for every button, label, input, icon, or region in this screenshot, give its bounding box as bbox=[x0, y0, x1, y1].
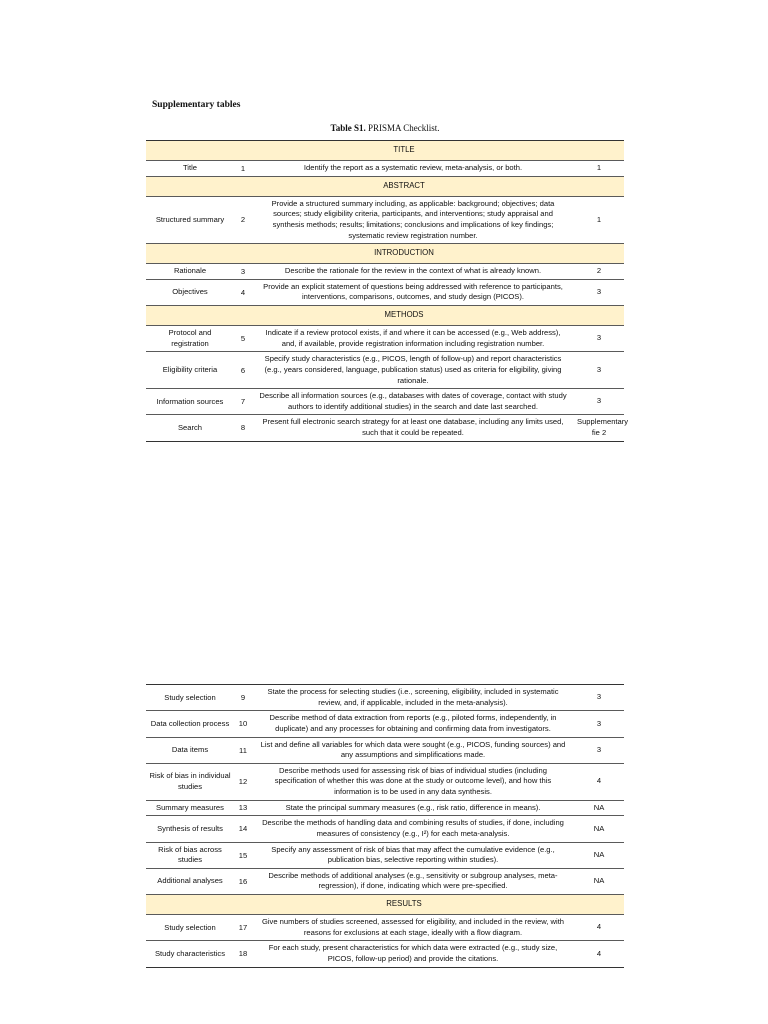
checklist-row bbox=[146, 800, 624, 816]
checklist-row bbox=[146, 737, 624, 763]
reported-page-cell: 2 bbox=[574, 264, 624, 280]
reported-page-cell: 3 bbox=[574, 685, 624, 711]
checklist-row bbox=[146, 352, 624, 389]
item-description-cell: Specify study characteristics (e.g., PICOS, length of follow-up) and report characteristics (e.g., years considered, language, publication status) used as criteria for eligibility, giving rationale. bbox=[252, 352, 574, 389]
section-spacer bbox=[574, 244, 624, 264]
item-description-cell: List and define all variables for which data were sought (e.g., PICOS, funding sources) and any assumptions and simplifications made. bbox=[252, 737, 574, 763]
item-description-cell: Describe method of data extraction from reports (e.g., piloted forms, independently, in duplicate) and any processes for obtaining and confirming data from investigators. bbox=[252, 711, 574, 737]
item-description-cell: Provide a structured summary including, as applicable: background; objectives; data sources; study eligibility criteria, participants, and interventions; study appraisal and synthesis methods; results; limitations; conclusions and implications of key findings; systematic review registration number. bbox=[252, 196, 574, 244]
topic-cell: Synthesis of results bbox=[146, 816, 234, 842]
reported-page-cell: 4 bbox=[574, 941, 624, 967]
item-number-cell: 6 bbox=[234, 352, 252, 389]
reported-page-cell: 1 bbox=[574, 196, 624, 244]
checklist-row bbox=[146, 326, 624, 352]
item-description-cell: State the principal summary measures (e.g., risk ratio, difference in means). bbox=[252, 800, 574, 816]
section-label: INTRODUCTION bbox=[234, 244, 574, 264]
topic-cell: Search bbox=[146, 415, 234, 441]
item-number-cell: 7 bbox=[234, 389, 252, 415]
section-label: ABSTRACT bbox=[234, 176, 574, 196]
item-description-cell: Specify any assessment of risk of bias that may affect the cumulative evidence (e.g., publication bias, selective reporting within studies). bbox=[252, 842, 574, 868]
section-spacer bbox=[146, 176, 234, 196]
topic-cell: Rationale bbox=[146, 264, 234, 280]
reported-page-cell: 1 bbox=[574, 161, 624, 177]
item-number-cell: 4 bbox=[234, 279, 252, 305]
section-spacer bbox=[574, 895, 624, 915]
checklist-row bbox=[146, 842, 624, 868]
section-row bbox=[146, 176, 624, 196]
checklist-row bbox=[146, 279, 624, 305]
section-spacer bbox=[574, 141, 624, 161]
prisma-checklist-table-part1 bbox=[146, 140, 629, 442]
table-caption-text: PRISMA Checklist. bbox=[367, 123, 440, 133]
reported-page-cell: 3 bbox=[574, 389, 624, 415]
topic-cell: Protocol and registration bbox=[146, 326, 234, 352]
topic-cell: Study characteristics bbox=[146, 941, 234, 967]
item-description-cell: Provide an explicit statement of questions being addressed with reference to participants, interventions, comparisons, outcomes, and study design (PICOS). bbox=[252, 279, 574, 305]
item-number-cell: 5 bbox=[234, 326, 252, 352]
item-number-cell: 9 bbox=[234, 685, 252, 711]
section-label: RESULTS bbox=[234, 895, 574, 915]
item-number-cell: 12 bbox=[234, 763, 252, 800]
prisma-checklist-table-part2 bbox=[146, 684, 624, 968]
section-row bbox=[146, 244, 624, 264]
section-row bbox=[146, 895, 624, 915]
checklist-row bbox=[146, 915, 624, 941]
topic-cell: Summary measures bbox=[146, 800, 234, 816]
topic-cell: Study selection bbox=[146, 915, 234, 941]
checklist-row bbox=[146, 868, 624, 894]
topic-cell: Study selection bbox=[146, 685, 234, 711]
checklist-row bbox=[146, 264, 624, 280]
topic-cell: Data items bbox=[146, 737, 234, 763]
checklist-row bbox=[146, 389, 624, 415]
item-number-cell: 16 bbox=[234, 868, 252, 894]
supplementary-heading: Supplementary tables bbox=[152, 100, 241, 110]
item-number-cell: 10 bbox=[234, 711, 252, 737]
reported-page-cell: NA bbox=[574, 800, 624, 816]
reported-page-cell: 3 bbox=[574, 279, 624, 305]
section-label: TITLE bbox=[234, 141, 574, 161]
topic-cell: Data collection process bbox=[146, 711, 234, 737]
checklist-row bbox=[146, 711, 624, 737]
item-description-cell: Describe all information sources (e.g., databases with dates of coverage, contact with study authors to identify additional studies) in the search and date last searched. bbox=[252, 389, 574, 415]
item-number-cell: 18 bbox=[234, 941, 252, 967]
topic-cell: Risk of bias across studies bbox=[146, 842, 234, 868]
item-number-cell: 8 bbox=[234, 415, 252, 441]
section-row bbox=[146, 141, 624, 161]
checklist-row bbox=[146, 196, 624, 244]
section-row bbox=[146, 306, 624, 326]
item-number-cell: 15 bbox=[234, 842, 252, 868]
topic-cell: Objectives bbox=[146, 279, 234, 305]
item-number-cell: 1 bbox=[234, 161, 252, 177]
reported-page-cell: Supplementary fie 2 bbox=[574, 415, 624, 441]
item-number-cell: 11 bbox=[234, 737, 252, 763]
checklist-row bbox=[146, 941, 624, 967]
item-description-cell: Indicate if a review protocol exists, if and where it can be accessed (e.g., Web address), and, if available, provide registration information including registration number. bbox=[252, 326, 574, 352]
checklist-row bbox=[146, 161, 624, 177]
item-description-cell: State the process for selecting studies (i.e., screening, eligibility, included in systematic review, and, if applicable, included in the meta-analysis). bbox=[252, 685, 574, 711]
item-number-cell: 17 bbox=[234, 915, 252, 941]
topic-cell: Information sources bbox=[146, 389, 234, 415]
section-spacer bbox=[146, 244, 234, 264]
reported-page-cell: 3 bbox=[574, 326, 624, 352]
item-description-cell: Identify the report as a systematic review, meta-analysis, or both. bbox=[252, 161, 574, 177]
checklist-row bbox=[146, 763, 624, 800]
item-number-cell: 13 bbox=[234, 800, 252, 816]
item-description-cell: Describe methods used for assessing risk of bias of individual studies (including specification of whether this was done at the study or outcome level), and how this information is to be used in any data synthesis. bbox=[252, 763, 574, 800]
reported-page-cell: 3 bbox=[574, 711, 624, 737]
checklist-row bbox=[146, 415, 624, 441]
checklist-row bbox=[146, 685, 624, 711]
checklist-row bbox=[146, 816, 624, 842]
item-description-cell: Give numbers of studies screened, assessed for eligibility, and included in the review, with reasons for exclusions at each stage, ideally with a flow diagram. bbox=[252, 915, 574, 941]
topic-cell: Additional analyses bbox=[146, 868, 234, 894]
item-number-cell: 14 bbox=[234, 816, 252, 842]
reported-page-cell: 3 bbox=[574, 352, 624, 389]
table-caption-label: Table S1. bbox=[330, 123, 366, 133]
section-spacer bbox=[146, 306, 234, 326]
section-label: METHODS bbox=[234, 306, 574, 326]
item-description-cell: Describe the methods of handling data and combining results of studies, if done, including measures of consistency (e.g., I²) for each meta-analysis. bbox=[252, 816, 574, 842]
reported-page-cell: NA bbox=[574, 868, 624, 894]
item-description-cell: Present full electronic search strategy for at least one database, including any limits used, such that it could be repeated. bbox=[252, 415, 574, 441]
topic-cell: Risk of bias in individual studies bbox=[146, 763, 234, 800]
topic-cell: Eligibility criteria bbox=[146, 352, 234, 389]
reported-page-cell: 3 bbox=[574, 737, 624, 763]
section-spacer bbox=[146, 895, 234, 915]
item-description-cell: For each study, present characteristics for which data were extracted (e.g., study size, PICOS, follow-up period) and provide the citations. bbox=[252, 941, 574, 967]
reported-page-cell: 4 bbox=[574, 763, 624, 800]
section-spacer bbox=[574, 176, 624, 196]
item-number-cell: 2 bbox=[234, 196, 252, 244]
reported-page-cell: NA bbox=[574, 816, 624, 842]
reported-page-cell: 4 bbox=[574, 915, 624, 941]
section-spacer bbox=[146, 141, 234, 161]
reported-page-cell: NA bbox=[574, 842, 624, 868]
table-caption bbox=[146, 123, 624, 133]
section-spacer bbox=[574, 306, 624, 326]
item-description-cell: Describe methods of additional analyses (e.g., sensitivity or subgroup analyses, meta-regression), if done, indicating which were pre-specified. bbox=[252, 868, 574, 894]
topic-cell: Structured summary bbox=[146, 196, 234, 244]
item-description-cell: Describe the rationale for the review in the context of what is already known. bbox=[252, 264, 574, 280]
topic-cell: Title bbox=[146, 161, 234, 177]
item-number-cell: 3 bbox=[234, 264, 252, 280]
